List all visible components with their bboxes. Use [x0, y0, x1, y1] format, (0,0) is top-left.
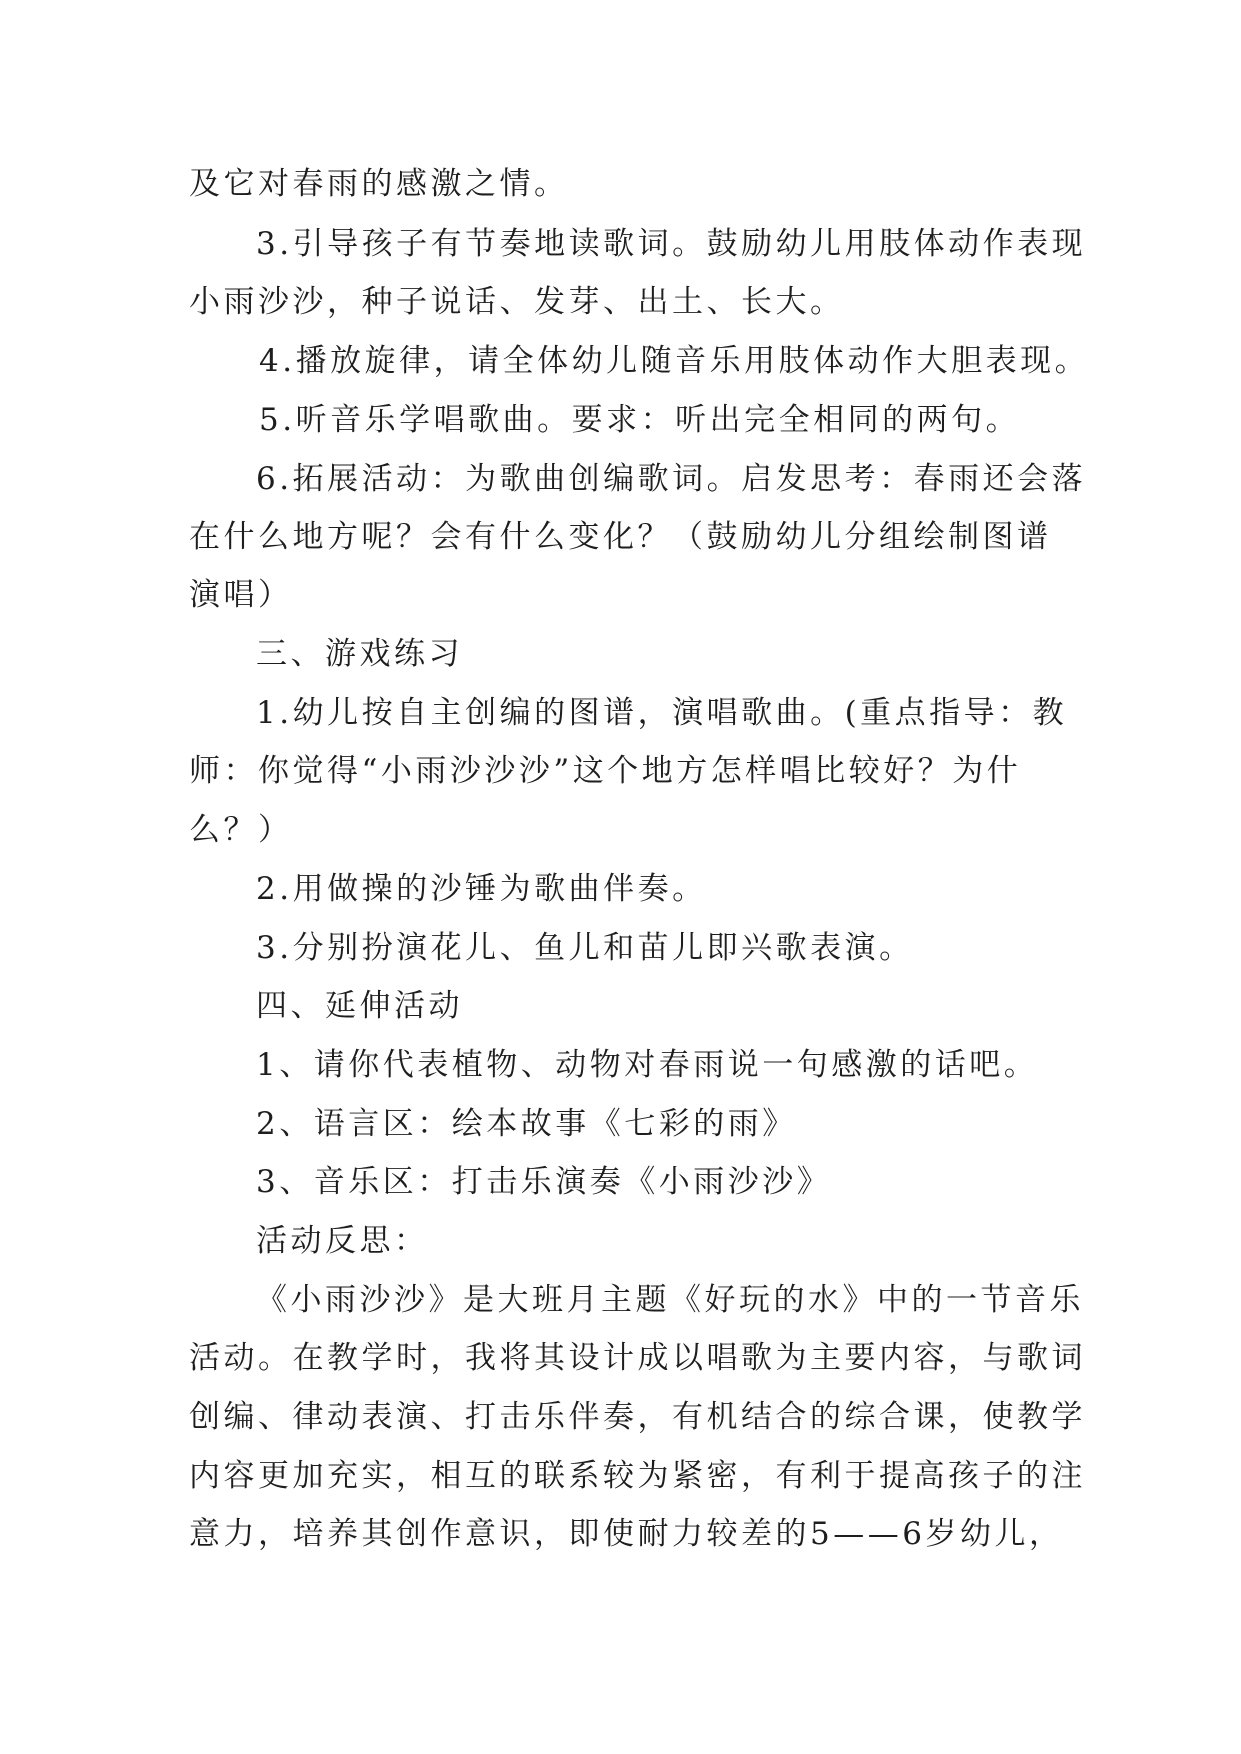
paragraph-line: 内容更加充实，相互的联系较为紧密，有利于提高孩子的注 — [189, 1458, 1086, 1494]
section-heading: 三、游戏练习 — [256, 636, 463, 672]
paragraph-line: 意力，培养其创作意识，即使耐力较差的5——6岁幼儿， — [189, 1516, 1064, 1552]
paragraph-line: 4.播放旋律，请全体幼儿随音乐用肢体动作大胆表现。 — [259, 343, 1090, 379]
paragraph-line: 演唱） — [189, 577, 293, 613]
paragraph-line: 创编、律动表演、打击乐伴奏，有机结合的综合课，使教学 — [189, 1399, 1086, 1435]
paragraph-line: 师：你觉得“小雨沙沙沙”这个地方怎样唱比较好？为什 — [189, 753, 1022, 789]
paragraph-line: 么？） — [189, 812, 293, 848]
paragraph-line: 1、请你代表植物、动物对春雨说一句感激的话吧。 — [256, 1047, 1039, 1083]
paragraph-line: 活动。在教学时，我将其设计成以唱歌为主要内容，与歌词 — [189, 1340, 1086, 1376]
paragraph-line: 在什么地方呢？会有什么变化？（鼓励幼儿分组绘制图谱 — [189, 519, 1052, 555]
paragraph-line: 6.拓展活动：为歌曲创编歌词。启发思考：春雨还会落 — [256, 461, 1087, 497]
paragraph-line: 小雨沙沙，种子说话、发芽、出土、长大。 — [189, 284, 845, 320]
paragraph-line: 2、语言区：绘本故事《七彩的雨》 — [256, 1106, 797, 1142]
paragraph-line: 《小雨沙沙》是大班月主题《好玩的水》中的一节音乐 — [256, 1282, 1084, 1318]
paragraph-line: 及它对春雨的感激之情。 — [189, 166, 569, 202]
paragraph-line: 1.幼儿按自主创编的图谱，演唱歌曲。(重点指导：教 — [256, 695, 1068, 731]
section-heading: 活动反思： — [256, 1223, 429, 1259]
paragraph-line: 3.引导孩子有节奏地读歌词。鼓励幼儿用肢体动作表现 — [256, 226, 1087, 262]
paragraph-line: 5.听音乐学唱歌曲。要求：听出完全相同的两句。 — [259, 402, 1021, 438]
paragraph-line: 2.用做操的沙锤为歌曲伴奏。 — [256, 871, 707, 907]
section-heading: 四、延伸活动 — [256, 988, 463, 1024]
paragraph-line: 3、音乐区：打击乐演奏《小雨沙沙》 — [256, 1164, 832, 1200]
paragraph-line: 3.分别扮演花儿、鱼儿和苗儿即兴歌表演。 — [256, 930, 914, 966]
